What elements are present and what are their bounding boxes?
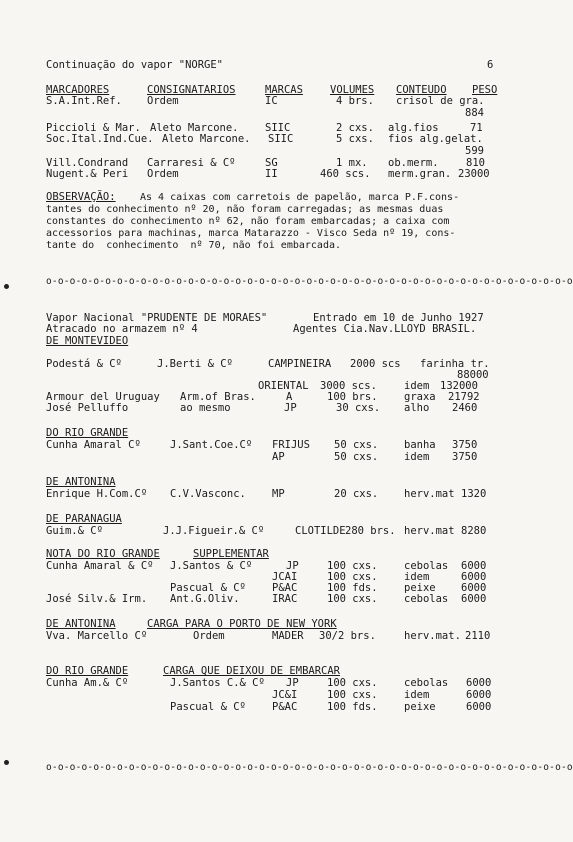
cell-marca: P&AC <box>272 701 298 713</box>
cell-volume: 100 cxs. <box>327 571 378 583</box>
cell-conteudo: merm.gran. <box>388 168 452 180</box>
col-header-marcadores: MARCADORES <box>46 84 110 96</box>
cell-consignatario: ao mesmo <box>180 402 231 414</box>
separator-line: o-o-o-o-o-o-o-o-o-o-o-o-o-o-o-o-o-o-o-o-o-o-o-o-o-o-o-o-o-o-o-o-o-o-o-o-o-o-o-o-o-o-o-o-o <box>46 762 573 773</box>
cell-marca: JC&I <box>272 689 298 701</box>
cell-peso: 132000 <box>440 380 478 392</box>
cell-volume: 1 mx. <box>336 157 368 169</box>
cell-peso: 6000 <box>466 689 492 701</box>
cell-consignatario: Arm.of Bras. <box>180 391 256 403</box>
section-title: DE ANTONINA <box>46 476 116 488</box>
cell-marca: A <box>286 391 293 403</box>
cell-peso: 810 <box>466 157 485 169</box>
observation-line: accessorios para machinas, marca Matarazzo - Visco Seda nº 19, cons- <box>46 228 456 239</box>
cell-volume: 100 cxs. <box>327 560 378 572</box>
cell-peso: 8280 <box>461 525 487 537</box>
cell-conteudo: crisol de gra. <box>396 95 485 107</box>
cell-conteudo: herv.mat <box>404 488 455 500</box>
cell-conteudo: idem <box>404 571 430 583</box>
cell-consignatario: J.Santos & Cº <box>170 560 253 572</box>
cell-volume: 100 brs. <box>327 391 378 403</box>
cell-volume: 50 cxs. <box>334 451 379 463</box>
cell-peso: 1320 <box>461 488 487 500</box>
section-title: NOTA DO RIO GRANDE <box>46 548 160 560</box>
cell-consignatario: Pascual & Cº <box>170 701 246 713</box>
cell-peso: 3750 <box>452 439 478 451</box>
cell-peso: 2110 <box>465 630 491 642</box>
cell-marcador: Cunha Amaral & Cº <box>46 560 154 572</box>
cell-consignatario: Pascual & Cº <box>170 582 246 594</box>
cell-conteudo: cebolas <box>404 560 449 572</box>
cell-marca: SIIC <box>268 133 294 145</box>
cell-volume: 460 scs. <box>320 168 371 180</box>
cell-consignatario: J.Sant.Coe.Cº <box>170 439 253 451</box>
cell-marcador: Vill.Condrand <box>46 157 129 169</box>
observation-line: As 4 caixas com carretois de papelão, marca P.F.cons- <box>140 192 460 203</box>
cell-marca: JCAI <box>272 571 298 583</box>
cell-marca: P&AC <box>272 582 298 594</box>
cell-marca: CLOTILDE <box>295 525 346 537</box>
cell-peso: 71 <box>470 122 483 134</box>
cell-marcador: Cunha Am.& Cº <box>46 677 129 689</box>
cell-marca: II <box>265 168 278 180</box>
cell-conteudo: fios alg.gelat. <box>388 133 483 145</box>
cell-conteudo: alg.fios <box>388 122 439 134</box>
cell-peso: 2460 <box>452 402 478 414</box>
cell-marca: SG <box>265 157 278 169</box>
cell-marca: IC <box>265 95 278 107</box>
cell-conteudo: idem <box>404 451 430 463</box>
cell-marca: MP <box>272 488 285 500</box>
cell-conteudo: idem <box>404 689 430 701</box>
cell-conteudo: ob.merm. <box>388 157 439 169</box>
cell-volume: 5 cxs. <box>336 133 374 145</box>
cell-conteudo: graxa <box>404 391 436 403</box>
cell-marcador: Piccioli & Mar. <box>46 122 141 134</box>
cell-marca: AP <box>272 451 285 463</box>
cell-marcador: José Pelluffo <box>46 402 129 414</box>
cell-peso: 6000 <box>461 571 487 583</box>
col-header-volumes: VOLUMES <box>330 84 375 96</box>
cell-consignatario: Ordem <box>147 95 179 107</box>
cell-conteudo: alho <box>404 402 430 414</box>
section-title: DE MONTEVIDEO <box>46 335 129 347</box>
binder-hole <box>4 760 9 765</box>
page-number: 6 <box>487 59 494 71</box>
col-header-marcas: MARCAS <box>265 84 303 96</box>
cell-volume: 2000 scs <box>350 358 401 370</box>
section-title: DE PARANAGUA <box>46 513 122 525</box>
cell-peso: 21792 <box>448 391 480 403</box>
section-title: DO RIO GRANDE <box>46 665 129 677</box>
cell-peso: 884 <box>465 107 484 119</box>
col-header-peso: PESO <box>472 84 498 96</box>
cell-peso: 6000 <box>466 701 492 713</box>
cell-volume: 4 brs. <box>336 95 374 107</box>
section-subtitle: CARGA PARA O PORTO DE NEW YORK <box>147 618 337 630</box>
cell-conteudo: banha <box>404 439 436 451</box>
cell-consignatario: J.Berti & Cº <box>157 358 233 370</box>
cell-marca: ORIENTAL <box>258 380 309 392</box>
berth-info: Atracado no armazem nº 4 <box>46 323 198 335</box>
cell-consignatario: J.J.Figueir.& Cº <box>163 525 265 537</box>
cell-marcador: Podestá & Cº <box>46 358 122 370</box>
cell-marcador: José Silv.& Irm. <box>46 593 148 605</box>
cell-marca: JP <box>284 402 297 414</box>
cell-marca: IRAC <box>272 593 298 605</box>
cell-conteudo: peixe <box>404 582 436 594</box>
cell-marcador: S.A.Int.Ref. <box>46 95 122 107</box>
observation-label: OBSERVAÇÃO: <box>46 191 116 203</box>
cell-consignatario: C.V.Vasconc. <box>170 488 246 500</box>
cell-volume: 100 fds. <box>327 582 378 594</box>
cell-volume: 100 fds. <box>327 701 378 713</box>
cell-peso: 23000 <box>458 168 490 180</box>
cell-marca: JP <box>286 677 299 689</box>
cell-peso: 88000 <box>457 369 489 381</box>
cell-consignatario: Ordem <box>193 630 225 642</box>
arrival-date: Entrado em 10 de Junho 1927 <box>313 312 484 324</box>
cell-volume: 280 brs. <box>345 525 396 537</box>
cell-consignatario: Ant.G.Oliv. <box>170 593 240 605</box>
cell-conteudo: peixe <box>404 701 436 713</box>
observation-line: tantes do conhecimento nº 20, não foram carregadas; as mesmas duas <box>46 204 444 215</box>
observation-line: tante do conhecimento nº 70, não foi embarcada. <box>46 240 342 251</box>
cell-marca: JP <box>286 560 299 572</box>
cell-peso: 6000 <box>466 677 492 689</box>
cell-volume: 30/2 brs. <box>319 630 376 642</box>
cell-peso: 6000 <box>461 593 487 605</box>
cell-consignatario: Carraresi & Cº <box>147 157 236 169</box>
col-header-conteudo: CONTEUDO <box>396 84 447 96</box>
cell-consignatario: J.Santos C.& Cº <box>170 677 265 689</box>
cell-marca: FRIJUS <box>272 439 310 451</box>
cell-marcador: Enrique H.Com.Cº <box>46 488 148 500</box>
cell-peso: 6000 <box>461 582 487 594</box>
binder-hole <box>4 284 9 289</box>
cell-volume: 100 cxs. <box>327 593 378 605</box>
cell-conteudo: cebolas <box>404 677 449 689</box>
cell-conteudo: herv.mat. <box>404 630 461 642</box>
section-title: DE ANTONINA <box>46 618 116 630</box>
cell-marca: MADER <box>272 630 304 642</box>
cell-peso: 599 <box>465 145 484 157</box>
cell-marcador: Soc.Ital.Ind.Cue. <box>46 133 154 145</box>
col-header-consignatarios: CONSIGNATARIOS <box>147 84 236 96</box>
cell-marcador: Cunha Amaral Cº <box>46 439 141 451</box>
cell-marcador: Nugent.& Peri <box>46 168 129 180</box>
section-title: DO RIO GRANDE <box>46 427 129 439</box>
cell-marcador: Vva. Marcello Cº <box>46 630 148 642</box>
cell-marca: SIIC <box>265 122 291 134</box>
cell-consignatario: Aleto Marcone. <box>150 122 239 134</box>
agents-info: Agentes Cia.Nav.LLOYD BRASIL. <box>293 323 477 335</box>
header-title: Continuação do vapor "NORGE" <box>46 59 224 71</box>
vessel-name: Vapor Nacional "PRUDENTE DE MORAES" <box>46 312 268 324</box>
cell-conteudo: herv.mat <box>404 525 455 537</box>
cell-volume: 30 cxs. <box>336 402 381 414</box>
cell-volume: 20 cxs. <box>334 488 379 500</box>
cell-marcador: Guim.& Cº <box>46 525 103 537</box>
cell-consignatario: Aleto Marcone. <box>162 133 251 145</box>
cell-peso: 6000 <box>461 560 487 572</box>
cell-volume: 100 cxs. <box>327 689 378 701</box>
section-subtitle: CARGA QUE DEIXOU DE EMBARCAR <box>163 665 341 677</box>
cell-conteudo: cebolas <box>404 593 449 605</box>
cell-marcador: Armour del Uruguay <box>46 391 160 403</box>
cell-volume: 100 cxs. <box>327 677 378 689</box>
cell-volume: 3000 scs. <box>320 380 377 392</box>
cell-peso: 3750 <box>452 451 478 463</box>
section-subtitle: SUPPLEMENTAR <box>193 548 269 560</box>
cell-volume: 2 cxs. <box>336 122 374 134</box>
cell-conteudo: farinha tr. <box>420 358 490 370</box>
observation-line: constantes do conhecimento nº 62, não foram embarcadas; a caixa com <box>46 216 450 227</box>
cell-conteudo: idem <box>404 380 430 392</box>
separator-line: o-o-o-o-o-o-o-o-o-o-o-o-o-o-o-o-o-o-o-o-o-o-o-o-o-o-o-o-o-o-o-o-o-o-o-o-o-o-o-o-o-o-o-o-o <box>46 276 573 287</box>
cell-consignatario: Ordem <box>147 168 179 180</box>
cell-marca: CAMPINEIRA <box>268 358 332 370</box>
cell-volume: 50 cxs. <box>334 439 379 451</box>
